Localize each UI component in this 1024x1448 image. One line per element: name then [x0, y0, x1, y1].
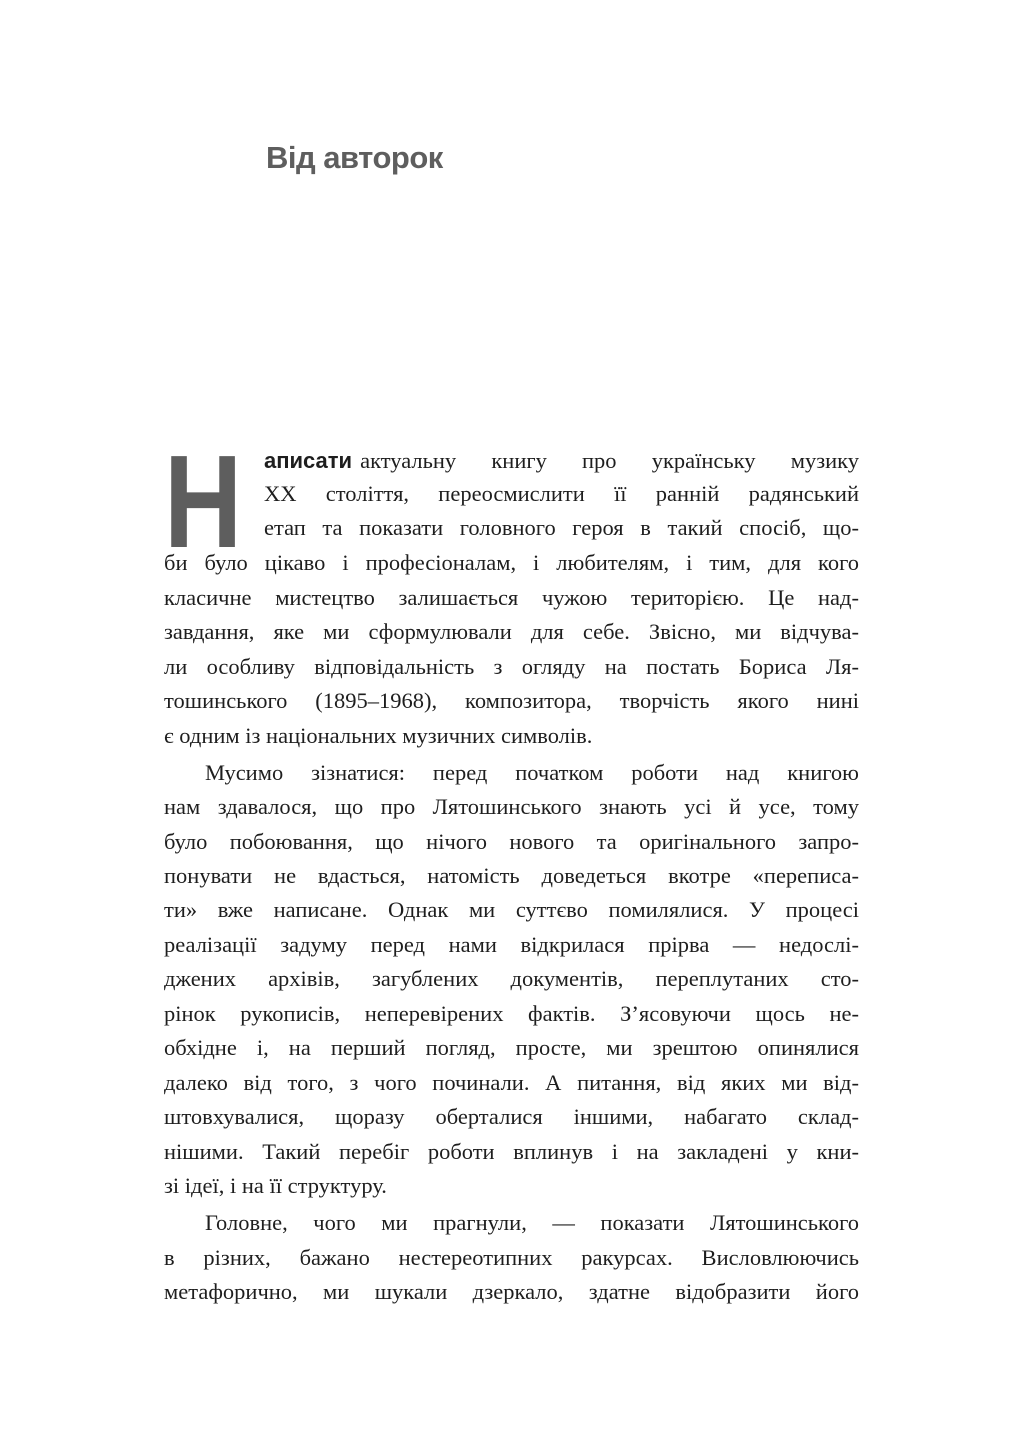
paragraph-1-line-4: би було цікаво і професіоналам, і любителям, і тим, для кого	[164, 550, 859, 575]
paragraph-2-line-8: рінок рукописів, неперевірених фактів. З’ясовуючи щось не-	[164, 1001, 859, 1026]
paragraph-3-line-2: в різних, бажано нестереотипних ракурсах. Висловлюючись	[164, 1245, 859, 1270]
paragraph-2-line-1: Мусимо зізнатися: перед початком роботи над книгою	[205, 760, 859, 785]
paragraph-2-line-12: нішими. Такий перебіг роботи вплинув і на закладені у кни-	[164, 1139, 859, 1164]
paragraph-2-line-10: далеко від того, з чого починали. А питання, від яких ми від-	[164, 1070, 859, 1095]
paragraph-1-line-7: ли особливу відповідальність з огляду на постать Бориса Ля-	[164, 654, 859, 679]
paragraph-1-line-2: ХХ століття, переосмислити її ранній радянський	[264, 481, 859, 506]
chapter-title: Від авторок	[266, 140, 443, 175]
paragraph-3-line-3: метафорично, ми шукали дзеркало, здатне відобразити його	[164, 1279, 859, 1304]
paragraph-1-line-1	[264, 450, 859, 473]
paragraph-1-line-9: є одним із національних музичних символів.	[164, 723, 593, 748]
paragraph-1-line-1-text: актуальну книгу про українську музику	[360, 448, 859, 473]
paragraph-2-line-3: було побоювання, що нічого нового та оригінального запро-	[164, 829, 859, 854]
paragraph-2-line-7: джених архівів, загублених документів, переплутаних сто-	[164, 966, 859, 991]
paragraph-2-line-4: понувати не вдасться, натомість доведеться вкотре «переписа-	[164, 863, 859, 888]
paragraph-1-line-6: завдання, яке ми сформулювали для себе. Звісно, ми відчува-	[164, 619, 859, 644]
lead-bold-word: аписати	[264, 448, 353, 473]
paragraph-1-line-3: етап та показати головного героя в такий спосіб, що-	[264, 515, 859, 540]
paragraph-2-line-5: ти» вже написане. Однак ми суттєво помилялися. У процесі	[164, 897, 859, 922]
paragraph-1-line-8: тошинського (1895–1968), композитора, творчість якого нині	[164, 688, 859, 713]
paragraph-2-line-11: штовхувалися, щоразу оберталися іншими, набагато склад-	[164, 1104, 859, 1129]
paragraph-1-line-5: класичне мистецтво залишається чужою територією. Це над-	[164, 585, 859, 610]
paragraph-2-line-6: реалізації задуму перед нами відкрилася прірва — недослі-	[164, 932, 859, 957]
drop-cap: Н	[164, 428, 243, 575]
paragraph-2-line-9: обхідне і, на перший погляд, просте, ми зрештою опинялися	[164, 1035, 859, 1060]
paragraph-2-line-2: нам здавалося, що про Лятошинського знають усі й усе, тому	[164, 794, 859, 819]
paragraph-3-line-1: Головне, чого ми прагнули, — показати Лятошинського	[205, 1210, 859, 1235]
paragraph-2-line-13: зі ідеї, і на її структуру.	[164, 1173, 387, 1198]
